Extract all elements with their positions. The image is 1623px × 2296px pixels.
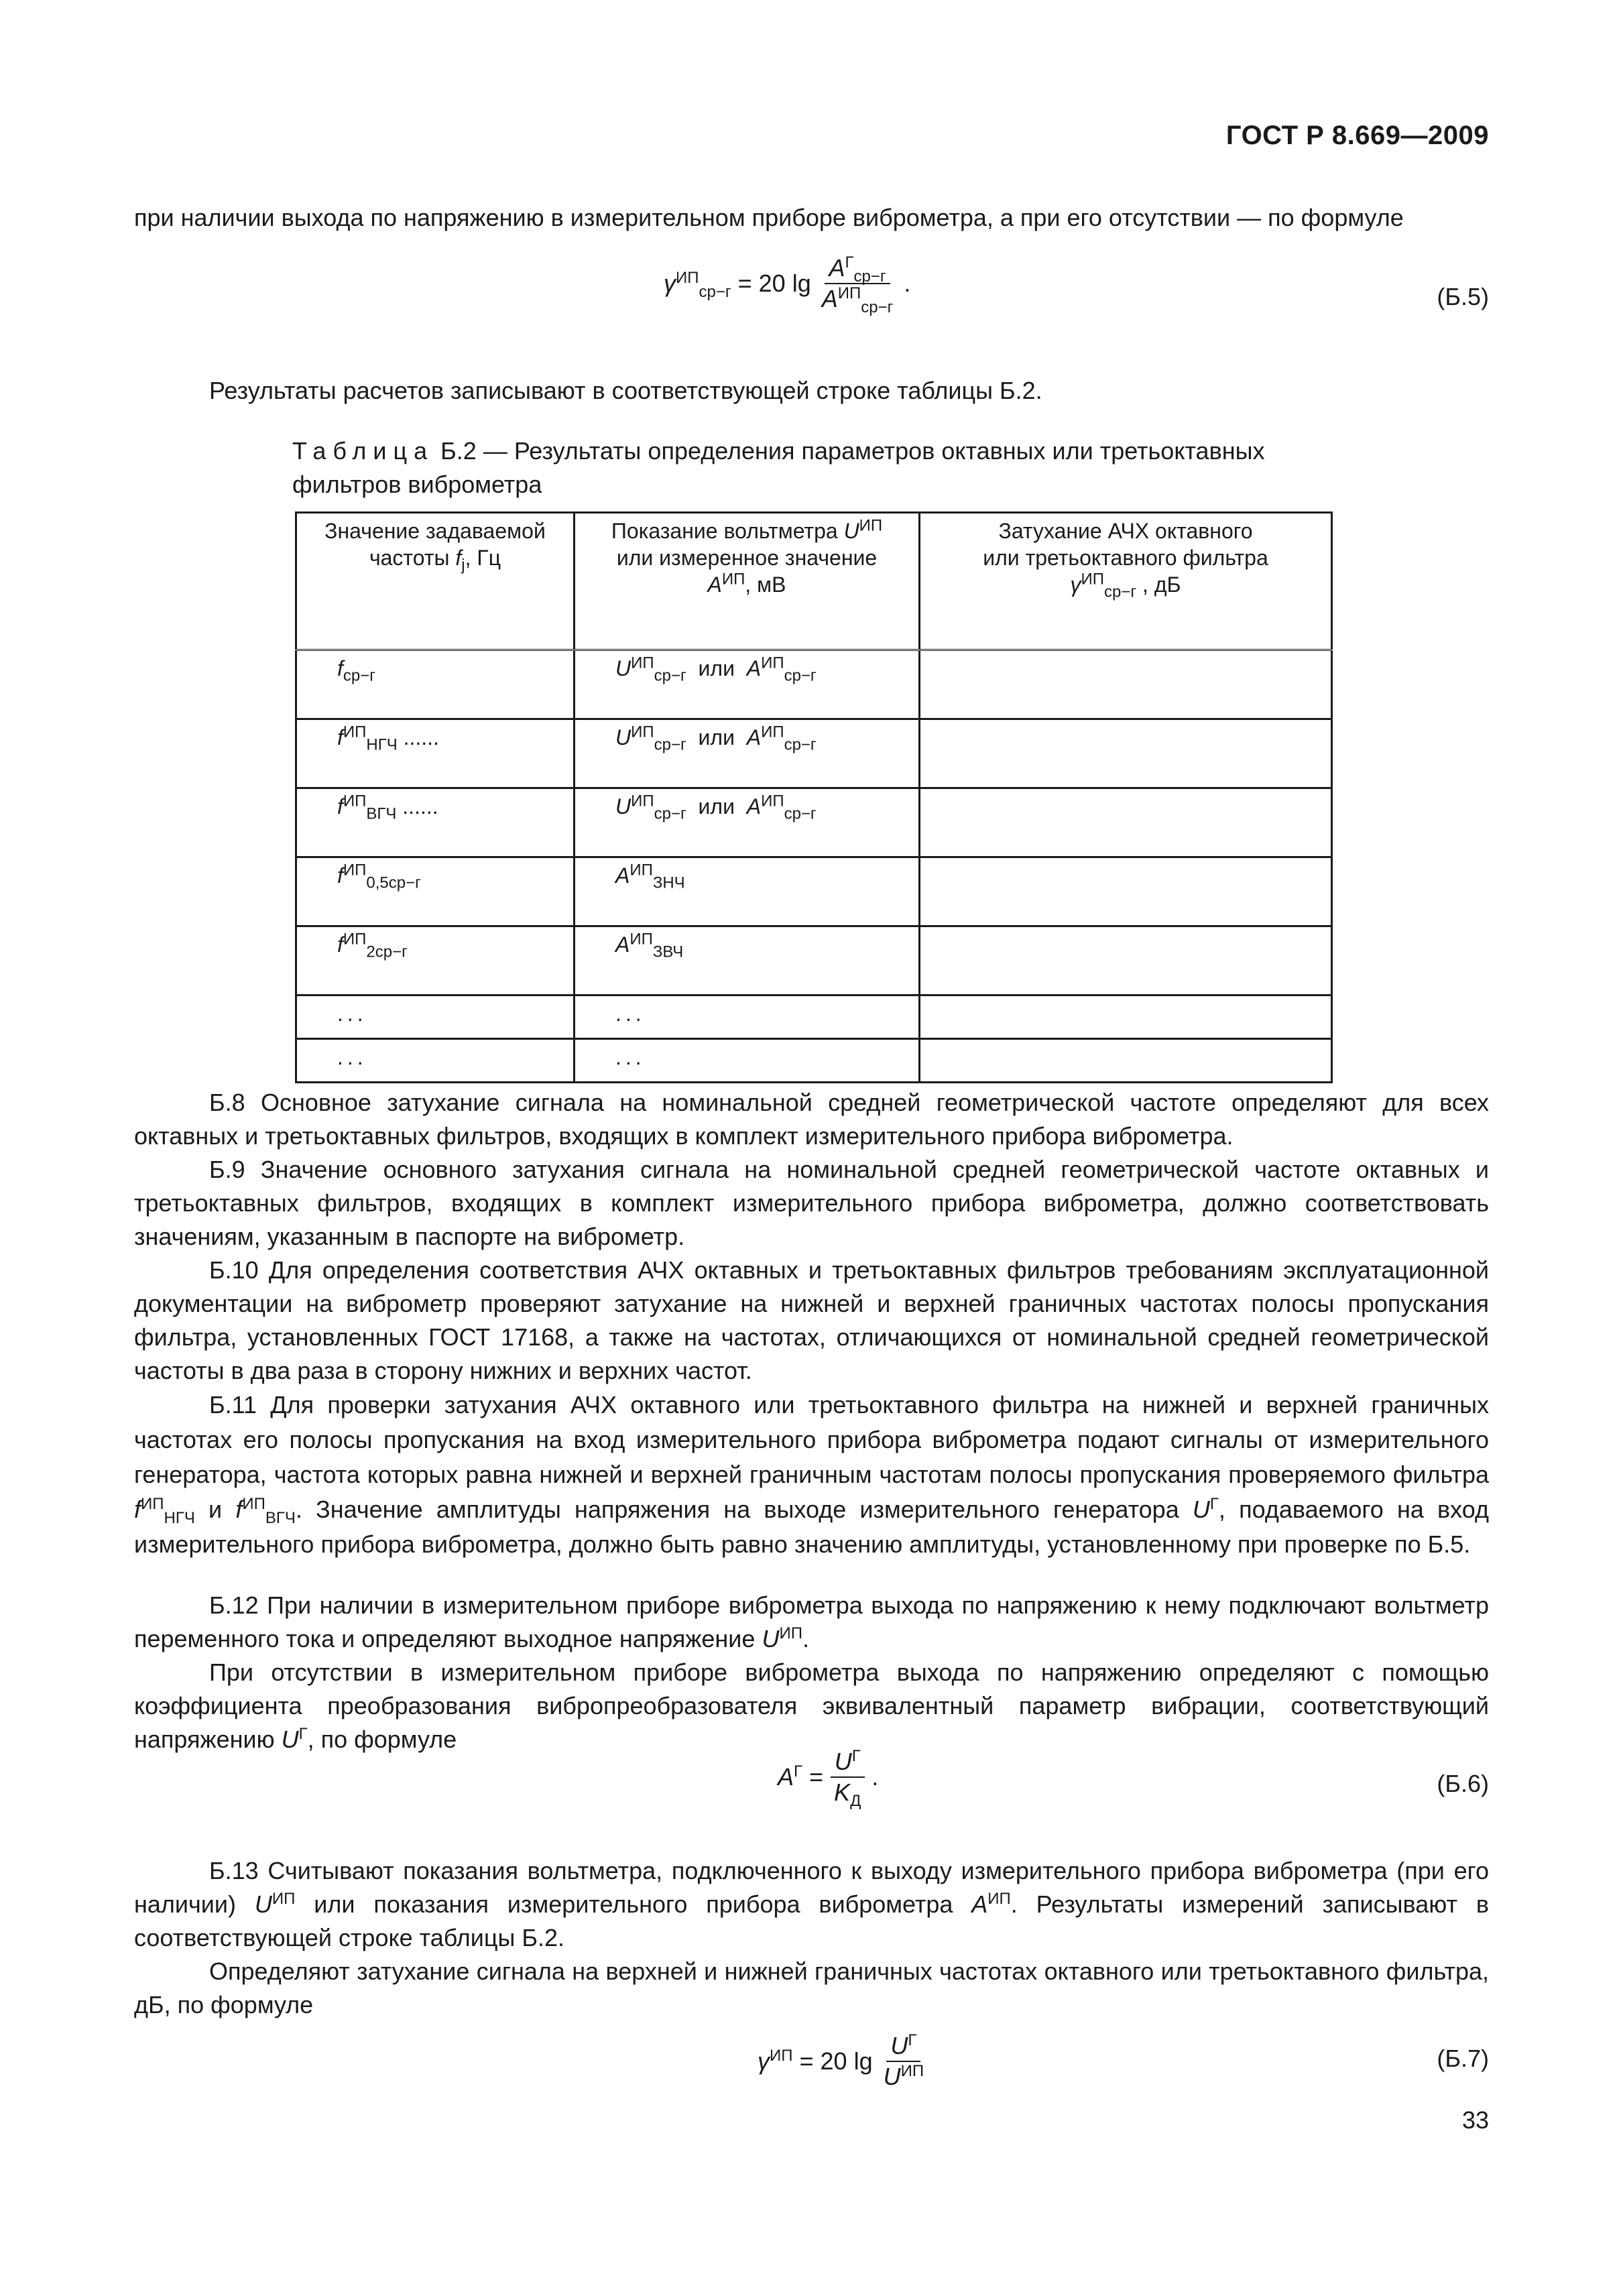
paragraph-b13: Б.13 Считывают показания вольтметра, подключенного к выходу измерительного прибора виброметра (при его наличии) $U^{ИП}$ или показания измерительного прибора виброметра $A^{ИП}$. Результаты измерений записывают в соответствующей строке таблицы Б.2.	[134, 1857, 1489, 1951]
table-row	[296, 995, 1332, 1039]
cell-attenuation	[920, 650, 1332, 719]
cell-frequency: $f^{ИП}_{0,5ср-г}$	[296, 857, 575, 926]
table-header-row	[296, 513, 1332, 650]
cell-reading: $A^{ИП}_{ЗНЧ}$	[575, 857, 920, 926]
cell-attenuation	[920, 719, 1332, 788]
cell-reading: $U^{ИП}_{ср-г}$ или $A^{ИП}_{ср-г}$	[575, 719, 920, 788]
cell-frequency: $f_{ср-г}$	[296, 650, 575, 719]
formula-b6-number: (Б.6)	[1437, 1770, 1489, 1797]
col-attenuation-header: Затухание АЧХ октавного или третьоктавного фильтра $\gamma^{ИП}_{ср-г}$ , дБ	[920, 513, 1332, 650]
cell-frequency: $f^{ИП}_{ВГЧ}$ ......	[296, 788, 575, 857]
formula-b5-number: (Б.5)	[1437, 283, 1489, 310]
table-row	[296, 650, 1332, 719]
formula-b6: $A^Г$ = $\frac{U^Г}{K_Д}$ .	[778, 1747, 879, 1811]
cell-attenuation	[920, 1039, 1332, 1083]
table-row	[296, 857, 1332, 926]
formula-b7: $\gamma^{ИП}$ = 20 lg $\frac{U^Г}{U^{ИП}}$	[758, 2031, 924, 2090]
table-row	[296, 1039, 1332, 1083]
page-number: 33	[1461, 2106, 1489, 2134]
standard-header: ГОСТ Р 8.669—2009	[1225, 121, 1489, 150]
paragraph-b12-b: При отсутствии в измерительном приборе виброметра выхода по напряжению определяют с помощью коэффициента преобразования вибропреобразователя эквивалентный параметр вибрации, соответствующий напряжению $U^Г$, по формуле	[134, 1658, 1489, 1753]
cell-attenuation	[920, 857, 1332, 926]
cell-reading: $U^{ИП}_{ср-г}$ или $A^{ИП}_{ср-г}$	[575, 650, 920, 719]
cell-frequency: ...	[296, 995, 575, 1039]
paragraph-b9: Б.9 Значение основного затухания сигнала на номинальной средней геометрической частоте октавных и третьоктавных фильтров, входящих в комплект измерительного прибора виброметра, должно соответствовать значениям, указанным в паспорте на виброметр.	[134, 1156, 1489, 1250]
results-line: Результаты расчетов записывают в соответствующей строке таблицы Б.2.	[209, 377, 1042, 404]
intro-line: при наличии выхода по напряжению в измерительном приборе виброметра, а при его отсутствии — по формуле	[134, 204, 1404, 231]
paragraph-b10: Б.10 Для определения соответствия АЧХ октавных и третьоктавных фильтров требованиям эксплуатационной документации на виброметр проверяют затухание на нижней и верхней граничных частотах полосы пропускания фильтра, установленных ГОСТ 17168, а также на частотах, отличающихся от номинальной средней геометрической частоты в два раза в сторону нижних и верхних частот.	[134, 1256, 1489, 1384]
paragraph-b12: Б.12 При наличии в измерительном приборе виброметра выхода по напряжению к нему подключают вольтметр переменного тока и определяют выходное напряжение $U^{ИП}$.	[134, 1591, 1489, 1652]
cell-attenuation	[920, 926, 1332, 995]
cell-frequency: ...	[296, 1039, 575, 1083]
cell-attenuation	[920, 995, 1332, 1039]
paragraph-b13-b: Определяют затухание сигнала на верхней и нижней граничных частотах октавного или третьоктавного фильтра, дБ, по формуле	[134, 1957, 1489, 2018]
table-row	[296, 719, 1332, 788]
paragraph-b8: Б.8 Основное затухание сигнала на номинальной средней геометрической частоте определяют для всех октавных и третьоктавных фильтров, входящих в комплект измерительного прибора виброметра.	[134, 1089, 1489, 1150]
col-frequency-header: Значение задаваемой частоты $f_j$, Гц	[296, 513, 575, 650]
table-row	[296, 788, 1332, 857]
table-caption: Таблица Б.2 — Результаты определения параметров октавных или третьоктавных фильтров виброметра	[292, 437, 1265, 498]
cell-frequency: $f^{ИП}_{2ср-г}$	[296, 926, 575, 995]
cell-frequency: $f^{ИП}_{НГЧ}$ ......	[296, 719, 575, 788]
results-table	[295, 511, 1333, 1083]
col-reading-header: Показание вольтметра $U^{ИП}$ или измеренное значение $A^{ИП}$, мВ	[575, 513, 920, 650]
table-row	[296, 926, 1332, 995]
cell-attenuation	[920, 788, 1332, 857]
formula-b7-number: (Б.7)	[1437, 2045, 1489, 2072]
paragraph-b11: Б.11 Для проверки затухания АЧХ октавного или третьоктавного фильтра на нижней и верхней граничных частотах его полосы пропускания на вход измерительного прибора виброметра подают сигналы от измерительного генератора, частота которых равна нижней и верхней граничным частотам полосы пропускания проверяемого фильтра $f^{ИП}_{НГЧ}$ и $f^{ИП}_{ВГЧ}$. Значение амплитуды напряжения на выходе измерительного генератора $U^Г$, подаваемого на вход измерительного прибора виброметра, должно быть равно значению амплитуды, установленному при проверке по Б.5.	[134, 1391, 1489, 1558]
formula-b5: $\gamma^{ИП}_{ср-г}$ = 20 lg $\frac{A^Г_{ср-г}}{A^{ИП}_{ср-г}}$ .	[664, 253, 911, 317]
cell-reading: ...	[575, 1039, 920, 1083]
cell-reading: $A^{ИП}_{ЗВЧ}$	[575, 926, 920, 995]
cell-reading: $U^{ИП}_{ср-г}$ или $A^{ИП}_{ср-г}$	[575, 788, 920, 857]
cell-reading: ...	[575, 995, 920, 1039]
